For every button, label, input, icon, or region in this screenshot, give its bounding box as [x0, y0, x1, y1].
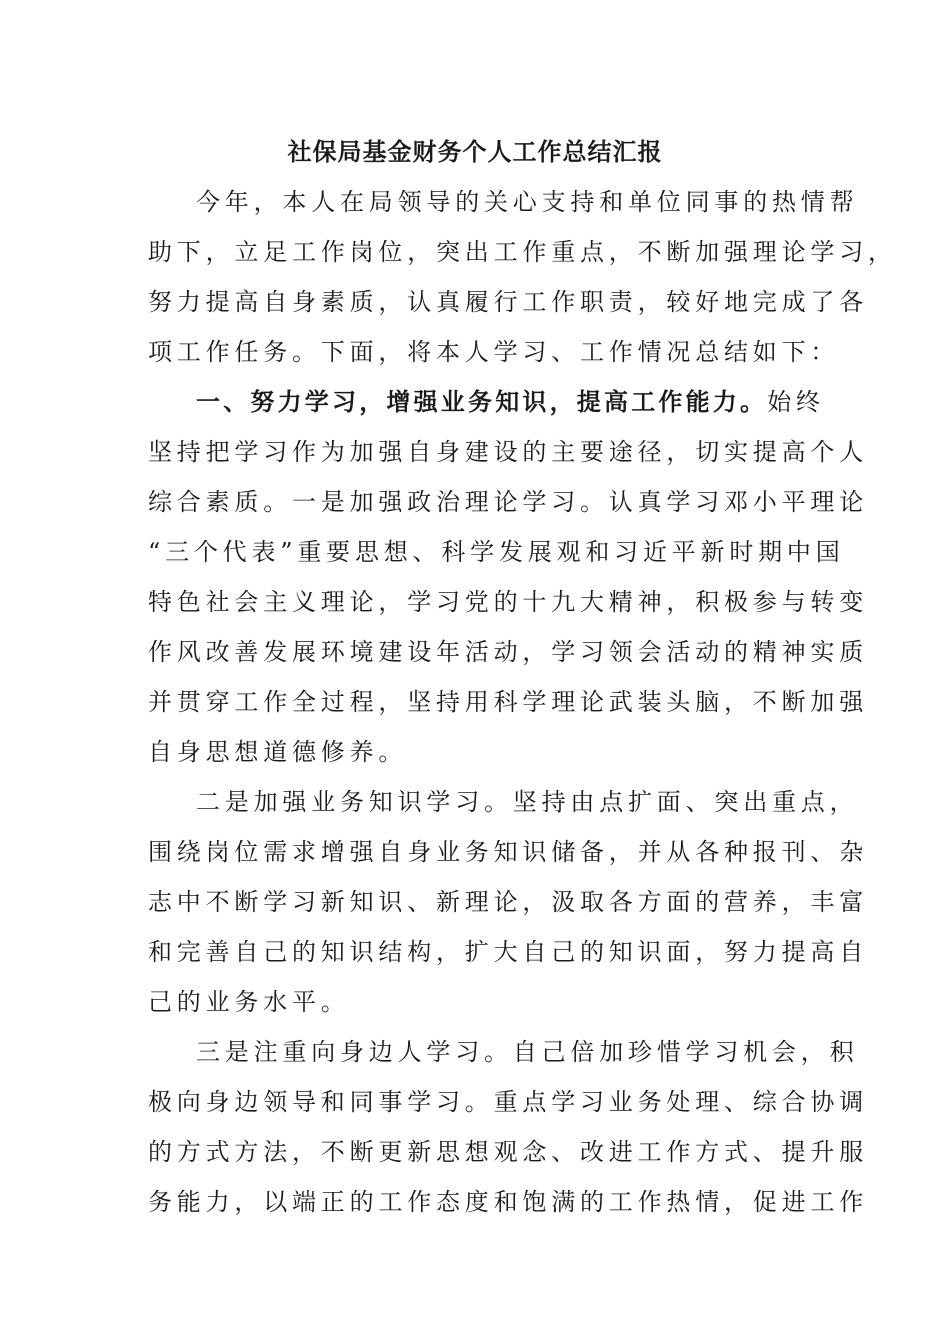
paragraph-line: 围绕岗位需求增强自身业务知识储备，并从各种报刊、杂 — [148, 838, 868, 866]
paragraph-line: 自身思想道德修养。 — [148, 738, 408, 766]
paragraph-line: 务能力，以端正的工作态度和饱满的工作热情，促进工作 — [148, 1188, 868, 1216]
paragraph-line: 今年，本人在局领导的关心支持和单位同事的热情帮 — [196, 188, 859, 216]
section-heading-line — [196, 382, 825, 422]
paragraph-line: 作风改善发展环境建设年活动，学习领会活动的精神实质 — [148, 638, 868, 666]
paragraph-line: 极向身边领导和同事学习。重点学习业务处理、综合协调 — [148, 1088, 868, 1116]
paragraph-line: 助下，立足工作岗位，突出工作重点，不断加强理论学习， — [148, 238, 897, 266]
paragraph-line: 综合素质。一是加强政治理论学习。认真学习邓小平理论 — [148, 488, 868, 516]
paragraph-line: 并贯穿工作全过程，坚持用科学理论武装头脑，不断加强 — [148, 688, 868, 716]
paragraph-line: 和完善自己的知识结构，扩大自己的知识面，努力提高自 — [148, 938, 868, 966]
paragraph-text: 始终 — [767, 388, 825, 416]
paragraph-line: 二是加强业务知识学习。坚持由点扩面、突出重点， — [196, 788, 859, 816]
paragraph-line: 三是注重向身边人学习。自己倍加珍惜学习机会，积 — [196, 1038, 859, 1066]
paragraph-line: “三个代表”重要思想、科学发展观和习近平新时期中国 — [148, 538, 845, 566]
document-title: 社保局基金财务个人工作总结汇报 — [287, 138, 663, 166]
paragraph-line: 项工作任务。下面，将本人学习、工作情况总结如下： — [148, 338, 840, 366]
paragraph-line: 己的业务水平。 — [148, 988, 350, 1016]
section-heading: 一、努力学习，增强业务知识，提高工作能力。 — [196, 388, 768, 416]
paragraph-line: 努力提高自身素质，认真履行工作职责，较好地完成了各 — [148, 288, 868, 316]
paragraph-line: 的方式方法，不断更新思想观念、改进工作方式、提升服 — [148, 1138, 868, 1166]
paragraph-line: 志中不断学习新知识、新理论，汲取各方面的营养，丰富 — [148, 888, 868, 916]
paragraph-line: 坚持把学习作为加强自身建设的主要途径，切实提高个人 — [148, 438, 868, 466]
paragraph-line: 特色社会主义理论，学习党的十九大精神，积极参与转变 — [148, 588, 868, 616]
